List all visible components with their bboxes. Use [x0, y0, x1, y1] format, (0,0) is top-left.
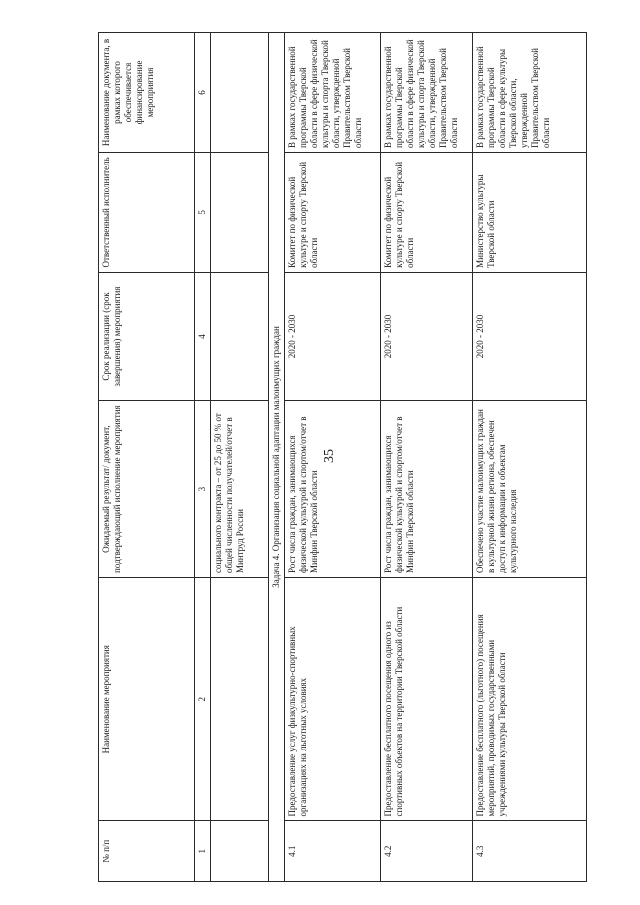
task-heading: Задача 4. Организация социальной адаптации малоимущих граждан [268, 33, 284, 882]
column-number-row [195, 33, 211, 882]
header-cell-term: Срок реализации (срок завершения) мероприятия [99, 272, 195, 400]
row-expected-result: Рост числа граждан, занимающихся физической культурой и спортом/отчет в Минфин Тверской области [284, 401, 380, 578]
row-number: 4.2 [380, 821, 472, 882]
column-number-cell: 1 [195, 821, 211, 882]
page-number: 35 [322, 449, 337, 463]
column-number-cell: 4 [195, 272, 211, 400]
measures-table-sheet [98, 32, 578, 882]
row-number: 4.1 [284, 821, 380, 882]
table-row [380, 33, 472, 882]
row-term: 2020 - 2030 [472, 272, 586, 400]
header-cell-document: Наименование документа, в рамках которого обеспечивается финансирование мероприятия [99, 33, 195, 153]
row-executor: Комитет по физической культуре и спорту Тверской области [380, 152, 472, 272]
row-executor: Комитет по физической культуре и спорту Тверской области [284, 152, 380, 272]
row-measure-name: Предоставление бесплатного (льготного) посещения мероприятий, проводимых государственными учреждениями культуры Тверской области [472, 578, 586, 821]
continuation-cell-result: социального контракта – от 25 до 50 % от общей численности получателей/отчет в Минтруд России [210, 401, 268, 578]
header-cell-no: № п/п [99, 821, 195, 882]
column-number-cell: 3 [195, 401, 211, 578]
column-number-cell: 6 [195, 33, 211, 153]
row-term: 2020 - 2030 [380, 272, 472, 400]
table-row [472, 33, 586, 882]
column-number-cell: 5 [195, 152, 211, 272]
continuation-cell-executor [210, 152, 268, 272]
row-expected-result: Рост числа граждан, занимающихся физической культурой и спортом/отчет в Минфин Тверской области [380, 401, 472, 578]
row-funding-document: В рамках государственной программы Тверской области в сфере физической культуры и спорта Тверской области, утвержденной Правительством Тверской области [284, 33, 380, 153]
task-heading-row [268, 33, 284, 882]
row-executor: Министерство культуры Тверской области [472, 152, 586, 272]
header-cell-executor: Ответственный исполнитель [99, 152, 195, 272]
table-row [284, 33, 380, 882]
row-term: 2020 - 2030 [284, 272, 380, 400]
header-cell-result: Ожидаемый результат/ документ, подтверждающий исполнение мероприятия [99, 401, 195, 578]
column-number-cell: 2 [195, 578, 211, 821]
header-row [99, 33, 195, 882]
row-measure-name: Предоставление услуг физкультурно-спортивных организациях на льготных условиях [284, 578, 380, 821]
row-expected-result: Обеспечено участие малоимущих граждан в культурной жизни региона, обеспечен доступ к информации и объектам культурного наследия [472, 401, 586, 578]
continuation-cell-term [210, 272, 268, 400]
row-funding-document: В рамках государственной программы Тверской области в сфере культуры Тверской области, утвержденной Правительством Тверской области [472, 33, 586, 153]
row-funding-document: В рамках государственной программы Тверской области в сфере физической культуры и спорта Тверской области, утвержденной Правительством Тверской области [380, 33, 472, 153]
continuation-cell-no [210, 821, 268, 882]
continuation-row [210, 33, 268, 882]
measures-table [98, 32, 587, 882]
row-measure-name: Предоставление бесплатного посещения одного из спортивных объектов на территории Тверской области [380, 578, 472, 821]
header-cell-name: Наименование мероприятия [99, 578, 195, 821]
continuation-cell-name [210, 578, 268, 821]
continuation-cell-document [210, 33, 268, 153]
row-number: 4.3 [472, 821, 586, 882]
